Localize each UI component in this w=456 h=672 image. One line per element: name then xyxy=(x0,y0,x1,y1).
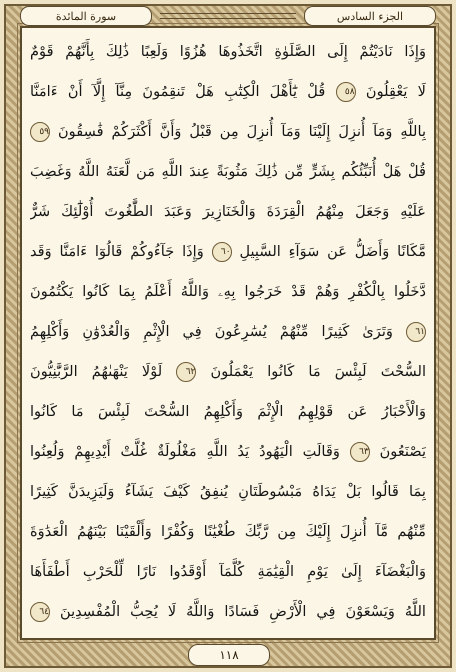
text-line xyxy=(30,194,426,230)
verse-text: يَصْنَعُونَ xyxy=(379,443,426,460)
ayah-number-marker: ٥٨ xyxy=(336,82,356,102)
verse-text: مَّكَانًا وَأَضَلُّ عَن سَوَآءِ السَّبِيلِ xyxy=(239,243,426,260)
verse-text: قُلْ هَلْ أُنَبِّئُكُم بِشَرٍّ مِّن ذَٰلِكَ مَثُوبَةً عِندَ اللَّهِ مَن لَّعَنَهُ اللَّهُ وَغَضِبَ xyxy=(30,163,426,180)
ayah-number-marker: ٦١ xyxy=(406,322,426,342)
verse-text: لَوْلَا يَنْهَىٰهُمُ الرَّبَّٰنِيُّونَ xyxy=(30,363,163,380)
text-line xyxy=(30,234,426,270)
text-line xyxy=(30,154,426,190)
page-header xyxy=(20,6,436,26)
text-line xyxy=(30,34,426,70)
verse-text: بِاللَّهِ وَمَآ أُنزِلَ إِلَيْنَا وَمَآ أُنزِلَ مِن قَبْلُ وَأَنَّ أَكْثَرَكُمْ فَٰسِقُونَ xyxy=(57,123,426,140)
verse-text: دَّخَلُوا بِالْكُفْرِ وَهُمْ قَدْ خَرَجُوا بِهِۦ وَاللَّهُ أَعْلَمُ بِمَا كَانُوا يَكْتُمُونَ xyxy=(30,283,426,300)
verse-text: وَقَالَتِ الْيَهُودُ يَدُ اللَّهِ مَغْلُولَةٌ غُلَّتْ أَيْدِيهِمْ وَلُعِنُوا xyxy=(30,443,340,460)
quran-text xyxy=(30,34,426,630)
page-number: ١١٨ xyxy=(188,644,270,666)
verse-text: قُلْ يَٰٓأَهْلَ الْكِتَٰبِ هَلْ تَنقِمُونَ مِنَّآ إِلَّآ أَنْ ءَامَنَّا xyxy=(30,83,326,100)
verse-text: وَتَرَىٰ كَثِيرًا مِّنْهُمْ يُسَٰرِعُونَ فِي الْإِثْمِ وَالْعُدْوَٰنِ وَأَكْلِهِمُ xyxy=(30,323,393,340)
ayah-number-marker: ٦٤ xyxy=(30,602,50,622)
verse-text: مِّنْهُم مَّآ أُنزِلَ إِلَيْكَ مِن رَّبِّكَ طُغْيَٰنًا وَكُفْرًا وَأَلْقَيْنَا بَيْنَهُمُ الْعَدَٰوَةَ xyxy=(30,523,426,540)
verse-text: لَا يَعْقِلُونَ xyxy=(365,83,426,100)
verse-text: وَالْأَحْبَارُ عَن قَوْلِهِمُ الْإِثْمَ وَأَكْلِهِمُ السُّحْتَ لَبِئْسَ مَا كَانُوا xyxy=(30,403,426,420)
text-line xyxy=(30,554,426,590)
ayah-number-marker: ٥٩ xyxy=(30,122,50,142)
text-line xyxy=(30,354,426,390)
text-line xyxy=(30,314,426,350)
ayah-number-marker: ٦٠ xyxy=(212,242,232,262)
verse-text: عَلَيْهِ وَجَعَلَ مِنْهُمُ الْقِرَدَةَ وَالْخَنَازِيرَ وَعَبَدَ الطَّٰغُوتَ أُوْلَٰٓئِكَ شَرٌّ xyxy=(30,203,426,220)
verse-text: وَالْبَغْضَآءَ إِلَىٰ يَوْمِ الْقِيَٰمَةِ كُلَّمَآ أَوْقَدُوا نَارًا لِّلْحَرْبِ أَطْفَأَهَا xyxy=(30,563,426,580)
text-line xyxy=(30,514,426,550)
text-line xyxy=(30,474,426,510)
verse-text: وَإِذَا جَآءُوكُمْ قَالُوٓا ءَامَنَّا وَقَد xyxy=(30,243,204,260)
text-line xyxy=(30,274,426,310)
text-line xyxy=(30,394,426,430)
text-line xyxy=(30,594,426,630)
verse-text: وَإِذَا نَادَيْتُمْ إِلَى الصَّلَوٰةِ اتَّخَذُوهَا هُزُوًا وَلَعِبًا ذَٰلِكَ بِأَنَّهُمْ قَوْمٌ xyxy=(30,43,426,60)
juz-label: الجزء السادس xyxy=(304,6,436,26)
text-line xyxy=(30,114,426,150)
ayah-number-marker: ٦٢ xyxy=(176,362,196,382)
header-ornament xyxy=(160,13,296,19)
surah-label: سورة المائدة xyxy=(20,6,152,26)
verse-text: بِمَا قَالُوا بَلْ يَدَاهُ مَبْسُوطَتَانِ يُنفِقُ كَيْفَ يَشَآءُ وَلَيَزِيدَنَّ كَثِيرًا xyxy=(30,483,426,500)
ayah-number-marker: ٦٣ xyxy=(350,442,370,462)
verse-text: اللَّهُ وَيَسْعَوْنَ فِي الْأَرْضِ فَسَادًا وَاللَّهُ لَا يُحِبُّ الْمُفْسِدِينَ xyxy=(59,603,426,620)
text-line xyxy=(30,74,426,110)
verse-text: السُّحْتَ لَبِئْسَ مَا كَانُوا يَعْمَلُونَ xyxy=(210,363,426,380)
text-line xyxy=(30,434,426,470)
